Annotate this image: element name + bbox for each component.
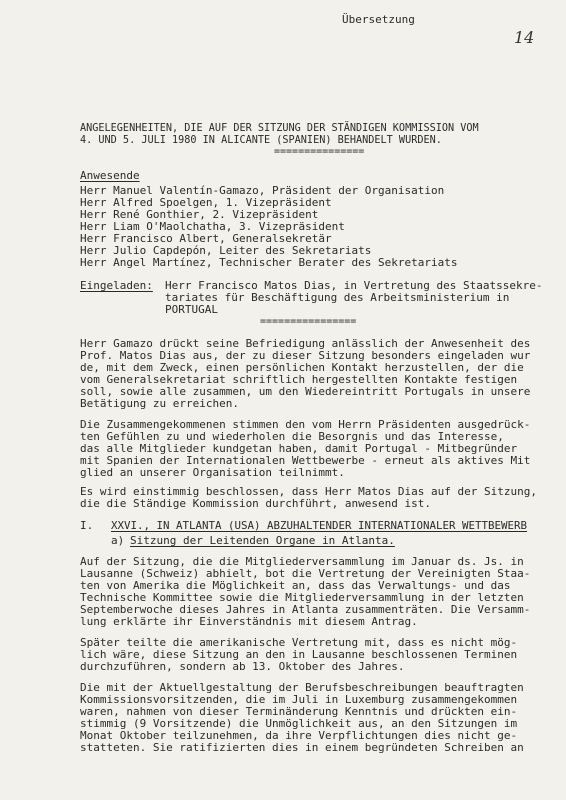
translation-label: Übersetzung	[342, 13, 415, 26]
subsection-label: a)	[111, 534, 125, 547]
paragraph-line: das alle Mitglieder kundgetan haben, damit Portugal - Mitbegründer	[80, 442, 518, 455]
paragraph-line: de, mit dem Zweck, einen persönlichen Kontakt herzustellen, der die	[80, 361, 524, 374]
attendee-line: Herr Angel Martínez, Technischer Berater des Sekretariats	[80, 256, 458, 269]
attendee-line: Herr Julio Capdepón, Leiter des Sekretariats	[80, 244, 372, 257]
paragraph-line: Es wird einstimmig beschlossen, dass Herr Matos Dias auf der Sitzung,	[80, 485, 537, 498]
paragraph-line: statteten. Sie ratifizierten dies in einem begründeten Schreiben an	[80, 741, 524, 754]
paragraph-line: glied an unserer Organisation teilnimmt.	[80, 466, 345, 479]
paragraph-line: Die mit der Aktuellgestaltung der Berufsbeschreibungen beauftragten	[80, 681, 524, 694]
paragraph-line: ten von Amerika die Möglichkeit an, dass das Verwaltungs- und das	[80, 579, 511, 592]
document-title-line-2: 4. UND 5. JULI 1980 IN ALICANTE (SPANIEN) BEHANDELT WURDEN.	[80, 135, 442, 146]
paragraph-line: Betätigung zu erreichen.	[80, 397, 239, 410]
paragraph-line: ten Gefühlen zu und wiederholen die Besorgnis und das Interesse,	[80, 430, 504, 443]
attendee-line: Herr Francisco Albert, Generalsekretär	[80, 232, 332, 245]
attendee-line: Herr Alfred Spoelgen, 1. Vizepräsident	[80, 196, 332, 209]
paragraph-line: stimmig (9 Vorsitzende) die Unmöglichkeit aus, an den Sitzungen im	[80, 717, 518, 730]
attendee-line: Herr Manuel Valentín-Gamazo, Präsident der Organisation	[80, 184, 445, 197]
document-title-line-1: ANGELEGENHEITEN, DIE AUF DER SITZUNG DER STÄNDIGEN KOMMISSION VOM	[80, 123, 479, 134]
paragraph-line: soll, sowie alle zusammen, um den Wiedereintritt Portugals in unsere	[80, 385, 531, 398]
subsection-heading: Sitzung der Leitenden Organe in Atlanta.	[130, 534, 395, 547]
title-rule: ===============	[274, 146, 365, 157]
invited-line: tariates für Beschäftigung des Arbeitsministerium in	[165, 291, 510, 304]
paragraph-line: lung erklärte ihr Einverständnis mit diesem Antrag.	[80, 615, 418, 628]
paragraph-line: Kommissionsvorsitzenden, die im Juli in Luxemburg zusammengekommen	[80, 693, 518, 706]
attendee-line: Herr Liam O'Maolchatha, 3. Vizepräsident	[80, 220, 345, 233]
attendees-heading: Anwesende	[80, 169, 140, 182]
paragraph-line: durchzuführen, sondern ab 13. Oktober des Jahres.	[80, 660, 405, 673]
paragraph-line: Die Zusammengekommenen stimmen den vom Herrn Präsidenten ausgedrück-	[80, 418, 531, 431]
handwritten-page-number: 14	[514, 28, 535, 47]
invited-line: Herr Francisco Matos Dias, in Vertretung des Staatssekre-	[165, 279, 543, 292]
invited-line: PORTUGAL	[165, 303, 218, 316]
section-numeral: I.	[80, 519, 94, 532]
paragraph-line: waren, nahmen von dieser Terminänderung Kenntnis und drückten ein-	[80, 705, 518, 718]
paragraph-line: die die Ständige Kommission durchführt, anwesend ist.	[80, 497, 431, 510]
paragraph-line: Septemberwoche dieses Jahres in Atlanta zusammenträten. Die Versamm-	[80, 603, 531, 616]
paragraph-line: Lausanne (Schweiz) abhielt, bot die Vertretung der Vereinigten Staa-	[80, 567, 531, 580]
paragraph-line: vom Generalsekretariat schriftlich hergestellten Kontakte festigen	[80, 373, 518, 386]
paragraph-line: lich wäre, diese Sitzung an den in Lausanne beschlossenen Terminen	[80, 648, 518, 661]
paragraph-line: Prof. Matos Dias aus, der zu dieser Sitzung besonders eingeladen wur	[80, 349, 531, 362]
invited-label: Eingeladen:	[80, 279, 153, 292]
paragraph-line: Auf der Sitzung, die die Mitgliederversammlung im Januar ds. Js. in	[80, 555, 524, 568]
paragraph-line: Monat Oktober teilzunehmen, da ihre Verpflichtungen dies nicht ge-	[80, 729, 518, 742]
attendee-line: Herr René Gonthier, 2. Vizepräsident	[80, 208, 319, 221]
paragraph-line: Technische Kommittee sowie die Mitgliederversammlung in der letzten	[80, 591, 524, 604]
paragraph-line: Später teilte die amerikanische Vertretung mit, dass es nicht mög-	[80, 636, 518, 649]
section-heading: XXVI., IN ATLANTA (USA) ABZUHALTENDER INTERNATIONALER WETTBEWERB	[111, 519, 528, 532]
invited-rule: ================	[260, 316, 357, 327]
paragraph-line: mit Spanien der Internationalen Wettbewerbe - erneut als aktives Mit	[80, 454, 531, 467]
paragraph-line: Herr Gamazo drückt seine Befriedigung anlässlich der Anwesenheit des	[80, 337, 531, 350]
